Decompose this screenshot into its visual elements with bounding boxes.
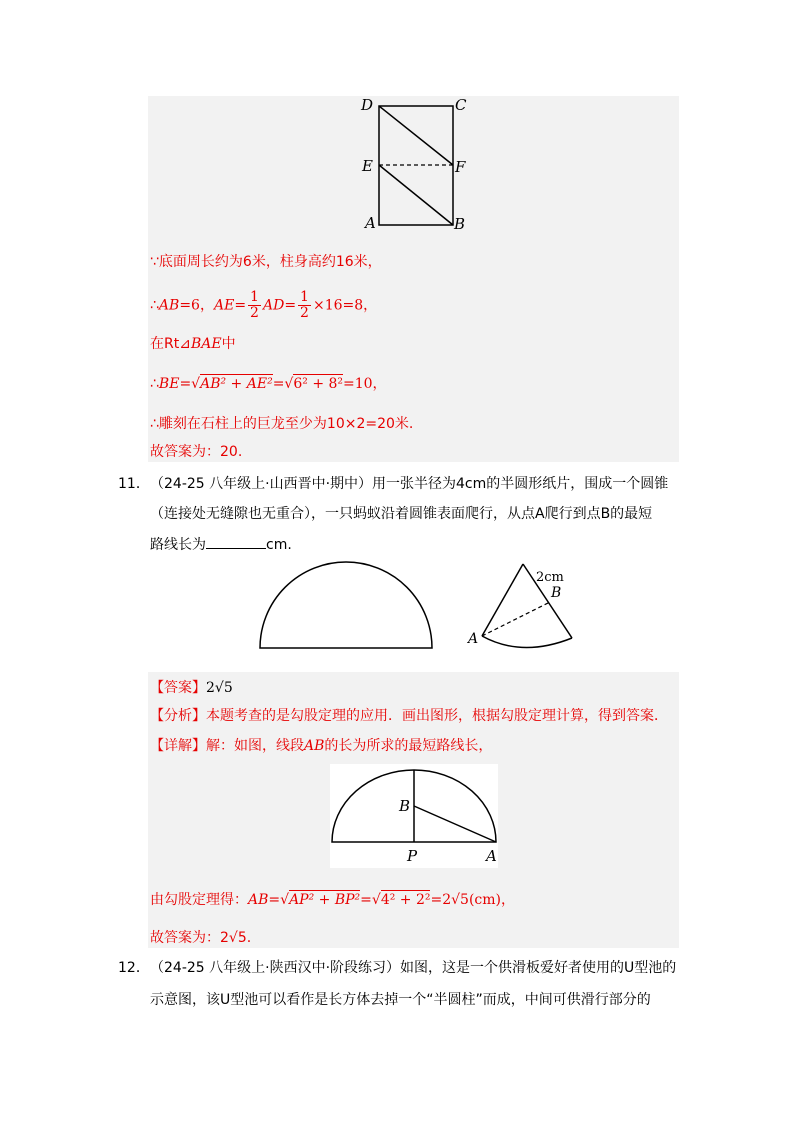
sol10-line1: ∵底面周长约为6米，柱身高约16米， (150, 254, 382, 270)
q11-line3: 路线长为 cm. (150, 534, 292, 555)
ans11-analysis: 【分析】本题考查的是勾股定理的应用．画出图形，根据勾股定理计算，得到答案． (150, 708, 668, 724)
semicircle-solution-figure (330, 764, 498, 868)
q11-number: 11． (118, 476, 150, 492)
label-cone-a: A (468, 631, 479, 647)
sol10-line4: ∴BE=√AB² + AE²=√6² + 8²=10， (150, 376, 387, 392)
cone-figure (462, 560, 592, 660)
label-cone-b: B (551, 585, 562, 601)
label-f: F (455, 158, 466, 176)
q12-line1: （24-25 八年级上·陕西汉中·阶段练习）如图，这是一个供滑板爱好者使用的U型池的 (150, 960, 677, 976)
label-2cm: 2cm (536, 570, 564, 585)
q12-line2: 示意图，该U型池可以看作是长方体去掉一个“半圆柱”而成，中间可供滑行部分的 (150, 992, 651, 1008)
ans11-detail: 【详解】解：如图，线段AB的长为所求的最短路线长， (150, 738, 493, 754)
sol10-line5: ∴雕刻在石柱上的巨龙至少为10×2=20米. (150, 416, 414, 432)
sol10-line3: 在Rt⊿BAE中 (150, 336, 236, 352)
ans11-answer: 【答案】2√5 (150, 680, 233, 696)
label-semi-a: A (486, 847, 497, 865)
q11-line1: （24-25 八年级上·山西晋中·期中）用一张半径为4cm的半圆形纸片，围成一个圆锥 (150, 476, 669, 492)
sol10-line6: 故答案为：20. (150, 444, 243, 460)
q12-number: 12． (118, 960, 150, 976)
label-c: C (455, 96, 467, 114)
label-b: B (454, 215, 466, 233)
label-a: A (365, 214, 376, 232)
label-semi-p: P (407, 847, 418, 865)
sol10-line2: ∴AB=6，AE= $\frac{1}{2}$ AD= $\frac{1}{2}$ ×16=8， (150, 289, 378, 321)
ans11-final: 故答案为：2√5. (150, 930, 252, 946)
rectangle-figure (355, 92, 475, 237)
label-semi-b: B (399, 797, 411, 815)
q11-line2: （连接处无缝隙也无重合），一只蚂蚁沿着圆锥表面爬行，从点A爬行到点B的最短 (150, 506, 653, 522)
semicircle-figure (255, 558, 437, 652)
label-d: D (361, 96, 374, 114)
label-e: E (362, 157, 373, 175)
answer-blank (206, 534, 266, 549)
ans11-calc: 由勾股定理得：AB=√AP² + BP²=√4² + 2²=2√5(cm)， (150, 892, 515, 908)
